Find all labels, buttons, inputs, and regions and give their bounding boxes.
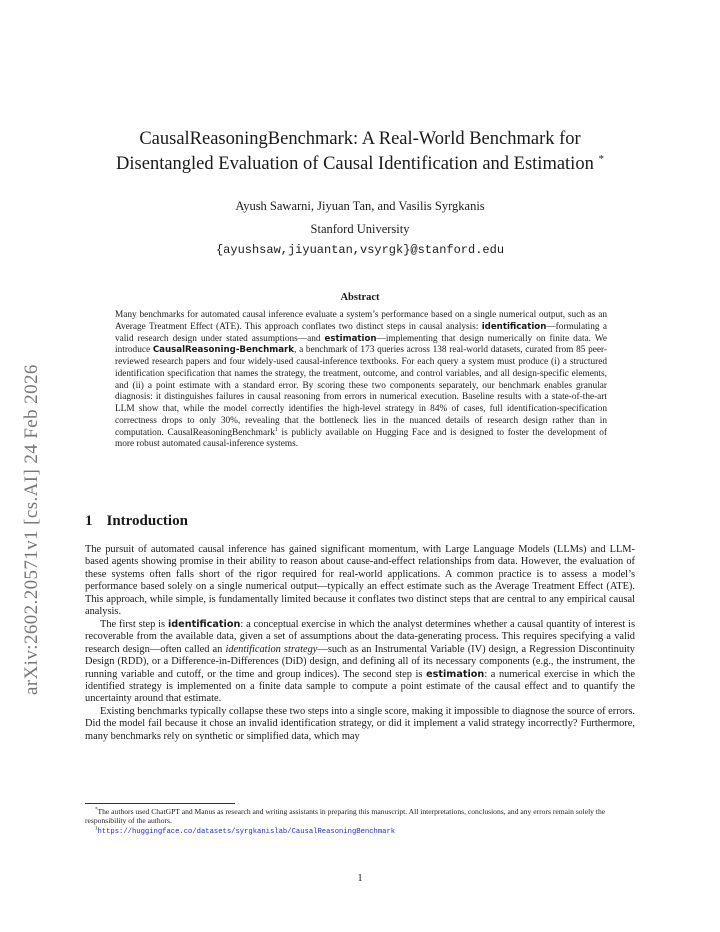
abstract-text-run: , a benchmark of 173 queries across 138 real-world datasets, curated from 85 peer-reviewed research papers and four widely-used causal-inference textbooks. For each query a system must produce (i) a structured identification specification that names the strategy, the treatment, outcome, and control variables, and all design-specific elements, and (ii) a point estimate with a standard error. By scoring these two components separately, our benchmark enables granular diagnosis: it distinguishes failures in causal reasoning from errors in numerical execution. Baseline results with a state-of-the-art LLM show that, while the model correctly identifies the high-level strategy in 84% of cases, full identification-specification correctness drops to only 30%, revealing that the bottleneck lies in the nuanced details of research design rather than in computation. CausalReasoningBenchmark bbox=[115, 345, 607, 438]
footnote-1 bbox=[85, 826, 635, 837]
title-block bbox=[85, 127, 635, 257]
term-identification: identification bbox=[167, 618, 241, 630]
section-title: Introduction bbox=[106, 513, 188, 529]
footnote-star-mark: * bbox=[95, 807, 98, 813]
huggingface-dataset-link[interactable]: https://huggingface.co/datasets/syrgkanislab/CausalReasoningBenchmark bbox=[97, 827, 396, 836]
footnote-star bbox=[85, 807, 635, 826]
term-estimation: estimation bbox=[324, 333, 377, 344]
paragraph bbox=[85, 619, 635, 706]
section-number: 1 bbox=[85, 513, 93, 529]
affiliation: Stanford University bbox=[310, 222, 410, 236]
text-run: The first step is bbox=[100, 618, 168, 630]
abstract-text-run: is publicly available on Hugging Face and is designed to foster the development of more robust automated causal-inference systems. bbox=[115, 427, 607, 450]
abstract-heading: Abstract bbox=[340, 292, 380, 303]
abstract-text bbox=[115, 310, 607, 451]
abstract-text-run: —implementing that design numerically on finite data. We introduce bbox=[115, 333, 607, 356]
term-identification: identification bbox=[481, 321, 547, 332]
title-footnote-mark: * bbox=[598, 152, 604, 165]
author-list: Ayush Sawarni, Jiyuan Tan, and Vasilis Syrgkanis bbox=[235, 199, 485, 213]
paragraph: The pursuit of automated causal inference has gained significant momentum, with Large Language Models (LLMs) and LLM-based agents showing promise in their ability to reason about cause-and-effect relationships from data. However, the evaluation of these systems often falls short of the rigor required for real-world applications. A common practice is to assess a model’s performance based solely on a single numerical output—typically an effect estimate such as the Average Treatment Effect (ATE). This approach, while simple, is fundamentally limited because it conflates two distinct steps that are central to any empirical causal analysis. bbox=[85, 544, 635, 618]
text-run: : a numerical exercise in which the identified strategy is implemented on a finite data sample to compute a point estimate of the causal effect and to quantify the uncertainty around that estimate. bbox=[85, 668, 635, 705]
term-estimation: estimation bbox=[426, 668, 485, 680]
text-run: —such as an Instrumental Variable (IV) design, a Regression Discontinuity Design (RDD), or a Difference-in-Differences (DiD) design, and defining all of its necessary components (e.g., the instrument, the running variable and cutoff, or the time and group indices). The second step is bbox=[85, 643, 636, 680]
author-emails: {ayushsaw,jiyuantan,vsyrgk}@stanford.edu bbox=[215, 243, 505, 257]
page-number: 1 bbox=[357, 873, 363, 884]
footnote-divider bbox=[85, 803, 235, 804]
footnote-1-mark: 1 bbox=[95, 826, 98, 832]
paragraph: Existing benchmarks typically collapse these two steps into a single score, making it impossible to diagnose the source of errors. Did the model fail because it chose an invalid identification strategy, or did it implement a valid strategy incorrectly? Furthermore, many benchmarks rely on synthetic or simplified data, which may bbox=[85, 705, 635, 742]
text-run: : a conceptual exercise in which the analyst determines whether a causal quantity of interest is recoverable from the available data, given a set of assumptions about the data-generating process. This requires specifying a valid research design—often called an bbox=[85, 618, 635, 655]
arxiv-identifier: arXiv:2602.20571v1 [cs.AI] 24 Feb 2026 bbox=[21, 364, 42, 695]
title-line-2: Disentangled Evaluation of Causal Identification and Estimation bbox=[116, 154, 594, 174]
abstract-text-run: —formulating a valid research design under stated assumptions—and bbox=[115, 321, 608, 344]
section-heading bbox=[85, 513, 188, 530]
paper-title bbox=[85, 127, 635, 177]
footnote-star-text: The authors used ChatGPT and Manus as research and writing assistants in preparing this manuscript. All interpretations, conclusions, and any errors remain solely the responsibility of the authors. bbox=[85, 807, 606, 826]
benchmark-name: CausalReasoning-Benchmark bbox=[152, 345, 295, 356]
footnote-ref-1[interactable]: 1 bbox=[274, 426, 278, 433]
title-line-1: CausalReasoningBenchmark: A Real-World Benchmark for bbox=[139, 129, 581, 149]
footnotes bbox=[85, 807, 635, 837]
abstract-text-run: Many benchmarks for automated causal inference evaluate a system’s performance based on a single numerical output, such as an Average Treatment Effect (ATE). This approach conflates two distinct steps in causal analysis: bbox=[115, 310, 607, 332]
introduction-body bbox=[85, 544, 635, 743]
emphasis-identification-strategy: identification strategy bbox=[225, 643, 318, 655]
